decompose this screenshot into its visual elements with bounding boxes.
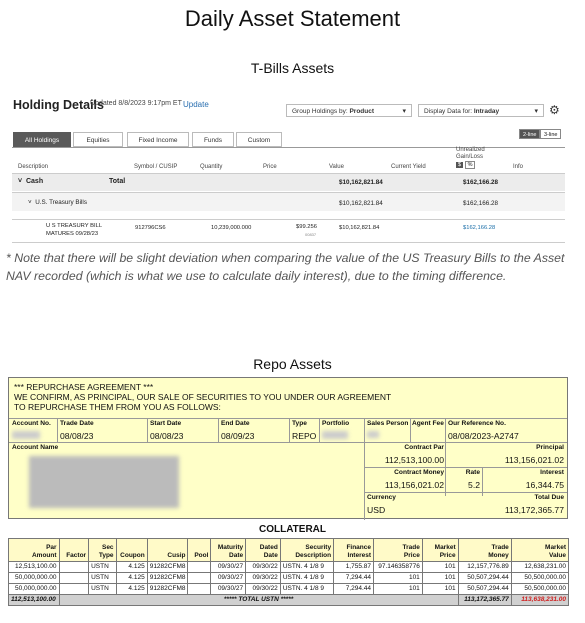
divider	[319, 418, 320, 442]
collateral-cell: 50,507,294.44	[458, 573, 511, 584]
page-title: Daily Asset Statement	[184, 6, 401, 31]
collateral-cell	[59, 584, 89, 595]
collateral-header-cell: Market Price	[422, 539, 458, 562]
trade-date-value: 08/08/23	[60, 431, 94, 441]
tab-custom[interactable]: Custom	[236, 132, 282, 147]
bill-cusip: 912796CS6	[135, 225, 166, 231]
collateral-cell: 7,294.44	[334, 584, 374, 595]
gear-icon[interactable]: ⚙	[549, 103, 560, 117]
display-label: Display Data for:	[424, 108, 473, 115]
collateral-cell: USTN	[89, 584, 116, 595]
collateral-cell: 50,500,000.00	[511, 584, 568, 595]
collateral-header-cell: Cusip	[147, 539, 188, 562]
collateral-cell: 4.125	[116, 573, 147, 584]
collateral-cell: USTN	[89, 573, 116, 584]
contract-par-value: 112,513,100.00	[384, 455, 444, 465]
divider	[9, 418, 567, 419]
collateral-header-cell: Maturity Date	[211, 539, 246, 562]
tbills-heading: T-Bills Assets	[250, 60, 335, 76]
collateral-header-cell: Par Amount	[9, 539, 60, 562]
total-due-label: Total Due	[534, 494, 564, 501]
collateral-header-cell: Trade Price	[374, 539, 423, 562]
collateral-cell	[188, 584, 211, 595]
divider	[445, 418, 446, 442]
total-par: 112,513,100.00	[9, 595, 60, 606]
collateral-header-cell: Trade Money	[458, 539, 511, 562]
collateral-cell	[59, 562, 89, 573]
divider	[364, 492, 567, 493]
collateral-cell: 101	[422, 584, 458, 595]
account-no-label: Account No.	[12, 420, 51, 427]
collateral-header-cell: Finance Interest	[334, 539, 374, 562]
collateral-cell: 91282CFM8	[147, 562, 188, 573]
group-holdings-dropdown[interactable]	[286, 104, 412, 117]
group-label: Group Holdings by:	[292, 108, 348, 115]
collateral-header-cell: Coupon	[116, 539, 147, 562]
contract-par-label: Contract Par	[404, 444, 444, 451]
cash-total-label: Total	[109, 178, 126, 185]
chevron-down-icon[interactable]: ˅	[28, 199, 32, 206]
repo-heading: Repo Assets	[253, 356, 332, 372]
divider	[57, 418, 58, 442]
collateral-row	[9, 573, 569, 584]
total-label: ***** TOTAL USTN *****	[59, 595, 458, 606]
repo-line-3: TO REPURCHASE THEM FROM YOU AS FOLLOWS:	[14, 402, 221, 412]
treasury-value: $10,162,821.84	[339, 200, 383, 207]
collateral-header-cell: Market Value	[511, 539, 568, 562]
collateral-header-cell: Security Description	[280, 539, 333, 562]
divider	[289, 418, 290, 442]
holding-details-title: Holding Details	[13, 98, 104, 112]
portfolio-label: Portfolio	[322, 420, 350, 427]
divider	[12, 219, 565, 220]
start-date-label: Start Date	[150, 420, 182, 427]
collateral-cell: 12,513,100.00	[9, 562, 60, 573]
collateral-cell	[188, 562, 211, 573]
contract-money-label: Contract Money	[394, 469, 444, 476]
collateral-total-row	[9, 595, 569, 606]
bill-price-sub: 00837	[305, 232, 317, 237]
agent-fee-label: Agent Fee	[412, 420, 444, 427]
type-value: REPO	[292, 431, 317, 441]
divider	[9, 442, 567, 443]
sales-person-label: Sales Person	[367, 420, 409, 427]
principal-label: Principal	[536, 444, 564, 451]
collateral-cell: 09/30/27	[211, 573, 246, 584]
collateral-cell: 50,500,000.00	[511, 573, 568, 584]
bill-desc-line2: MATURES 09/28/23	[46, 231, 99, 237]
col-current-yield: Current Yield	[391, 164, 426, 170]
timing-note: * Note that there will be slight deviation when comparing the value of the US Treasury Bills to the Asset NAV recorded (which is what we use to calculate daily interest), due to the timing difference.	[6, 251, 565, 283]
redacted-sales-person	[367, 431, 379, 438]
collateral-table	[8, 538, 569, 606]
display-value: Intraday	[473, 108, 500, 115]
collateral-cell: 101	[422, 573, 458, 584]
collateral-cell: 101	[374, 573, 423, 584]
rate-label: Rate	[465, 469, 480, 476]
collateral-cell	[188, 573, 211, 584]
rate-value: 5.2	[468, 480, 480, 490]
collateral-cell: 101	[374, 584, 423, 595]
cash-value: $10,162,821.84	[339, 179, 383, 186]
collateral-title: COLLATERAL	[258, 524, 327, 535]
redacted-portfolio	[322, 431, 348, 439]
bill-price: $99.256	[296, 224, 317, 230]
chevron-down-icon[interactable]: ˅	[18, 178, 23, 185]
treasury-gain: $162,166.28	[463, 200, 499, 207]
our-reference-value: 08/08/2023-A2747	[448, 431, 519, 441]
collateral-cell: USTN. 4 1/8 9	[280, 584, 333, 595]
trade-date-label: Trade Date	[60, 420, 94, 427]
col-symbol: Symbol / CUSIP	[134, 164, 178, 170]
divider	[12, 242, 565, 243]
cash-row-label[interactable]	[18, 178, 43, 185]
collateral-cell: 12,638,231.00	[511, 562, 568, 573]
collateral-cell: 09/30/27	[211, 584, 246, 595]
bill-description[interactable]	[46, 222, 102, 238]
collateral-cell: 91282CFM8	[147, 584, 188, 595]
contract-money-value: 113,156,021.02	[384, 480, 444, 490]
display-data-dropdown[interactable]	[418, 104, 544, 117]
holding-details-panel	[6, 92, 566, 244]
divider	[147, 418, 148, 442]
collateral-cell: 09/30/22	[246, 562, 281, 573]
chevron-down-icon: ▾	[534, 108, 538, 115]
chevron-down-icon: ▾	[402, 108, 406, 115]
cash-label: Cash	[25, 178, 44, 185]
tab-equities[interactable]: Equities	[73, 132, 123, 147]
collateral-header-cell: Sec Type	[89, 539, 116, 562]
collateral-cell: 50,000,000.00	[9, 584, 60, 595]
collateral-header-row	[9, 539, 569, 562]
treasury-row-label[interactable]	[28, 199, 87, 206]
bill-gain: $162,166.28	[463, 225, 496, 231]
bill-quantity: 10,239,000.000	[211, 225, 252, 231]
collateral-cell: 4.125	[116, 562, 147, 573]
tab-fixed-income[interactable]: Fixed Income	[127, 132, 189, 147]
type-label: Type	[292, 420, 307, 427]
cash-gain: $162,166.28	[463, 179, 499, 186]
collateral-row	[9, 562, 569, 573]
toggle-dollar[interactable]: $	[458, 162, 462, 168]
divider	[410, 418, 411, 442]
collateral-header-cell: Factor	[59, 539, 89, 562]
col-quantity: Quantity	[200, 164, 223, 170]
collateral-cell: 97.146358776	[374, 562, 423, 573]
repo-line-1: *** REPURCHASE AGREEMENT ***	[14, 382, 154, 392]
total-due-value: 113,172,365.77	[504, 505, 564, 515]
total-trade-money: 113,172,365.77	[458, 595, 511, 606]
collateral-cell: USTN. 4 1/8 9	[280, 562, 333, 573]
redacted-account-name	[29, 456, 179, 508]
two-line-button[interactable]: 2-line	[519, 129, 540, 139]
group-value: Product	[349, 108, 375, 115]
collateral-cell: USTN	[89, 562, 116, 573]
collateral-cell: USTN. 4 1/8 9	[280, 573, 333, 584]
our-reference-label: Our Reference No.	[448, 420, 506, 427]
collateral-header-cell: Dated Date	[246, 539, 281, 562]
col-info: Info	[513, 164, 524, 170]
repurchase-agreement-box	[8, 377, 568, 519]
redacted-account-no	[12, 431, 40, 439]
divider	[218, 418, 219, 442]
toggle-percent[interactable]: %	[465, 161, 476, 169]
bill-value: $10,162,821.84	[339, 225, 380, 231]
collateral-header-cell: Pool	[188, 539, 211, 562]
collateral-cell: 09/30/22	[246, 584, 281, 595]
end-date-value: 08/09/23	[221, 431, 255, 441]
collateral-cell: 50,507,294.44	[458, 584, 511, 595]
currency-label: Currency	[367, 494, 396, 501]
start-date-value: 08/08/23	[150, 431, 184, 441]
end-date-label: End Date	[221, 420, 250, 427]
update-link[interactable]: Update	[183, 100, 209, 109]
collateral-cell: 12,157,776.89	[458, 562, 511, 573]
collateral-cell: 09/30/22	[246, 573, 281, 584]
col-value: Value	[329, 164, 344, 170]
collateral-cell: 7,294.44	[334, 573, 374, 584]
collateral-cell: 50,000,000.00	[9, 573, 60, 584]
account-name-label: Account Name	[12, 444, 59, 451]
tab-funds[interactable]: Funds	[192, 132, 234, 147]
interest-label: Interest	[540, 469, 564, 476]
collateral-cell: 1,755.87	[334, 562, 374, 573]
collateral-cell: 91282CFM8	[147, 573, 188, 584]
collateral-cell: 09/30/27	[211, 562, 246, 573]
total-market-value: 113,638,231.00	[511, 595, 568, 606]
col-description: Description	[18, 164, 49, 170]
principal-value: 113,156,021.02	[504, 455, 564, 465]
currency-value: USD	[367, 505, 386, 515]
collateral-cell: 4.125	[116, 584, 147, 595]
repo-line-2: WE CONFIRM, AS PRINCIPAL, OUR SALE OF SECURITIES TO YOU UNDER OUR AGREEMENT	[14, 392, 392, 402]
collateral-row	[9, 584, 569, 595]
three-line-button[interactable]: 3-line	[540, 129, 561, 139]
updated-timestamp: Updated 8/8/2023 9:17pm ET	[90, 100, 182, 107]
treasury-label: U.S. Treasury Bills	[35, 199, 87, 206]
bill-desc-line1: U S TREASURY BILL	[46, 223, 103, 229]
collateral-cell	[59, 573, 89, 584]
tab-all-holdings[interactable]: All Holdings	[13, 132, 71, 147]
collateral-cell: 101	[422, 562, 458, 573]
col-price: Price	[263, 164, 277, 170]
col-unrealized: Unrealized Gain/Loss	[456, 147, 485, 160]
divider	[364, 467, 567, 468]
gain-toggle[interactable]	[456, 162, 475, 168]
interest-value: 16,344.75	[525, 480, 564, 490]
